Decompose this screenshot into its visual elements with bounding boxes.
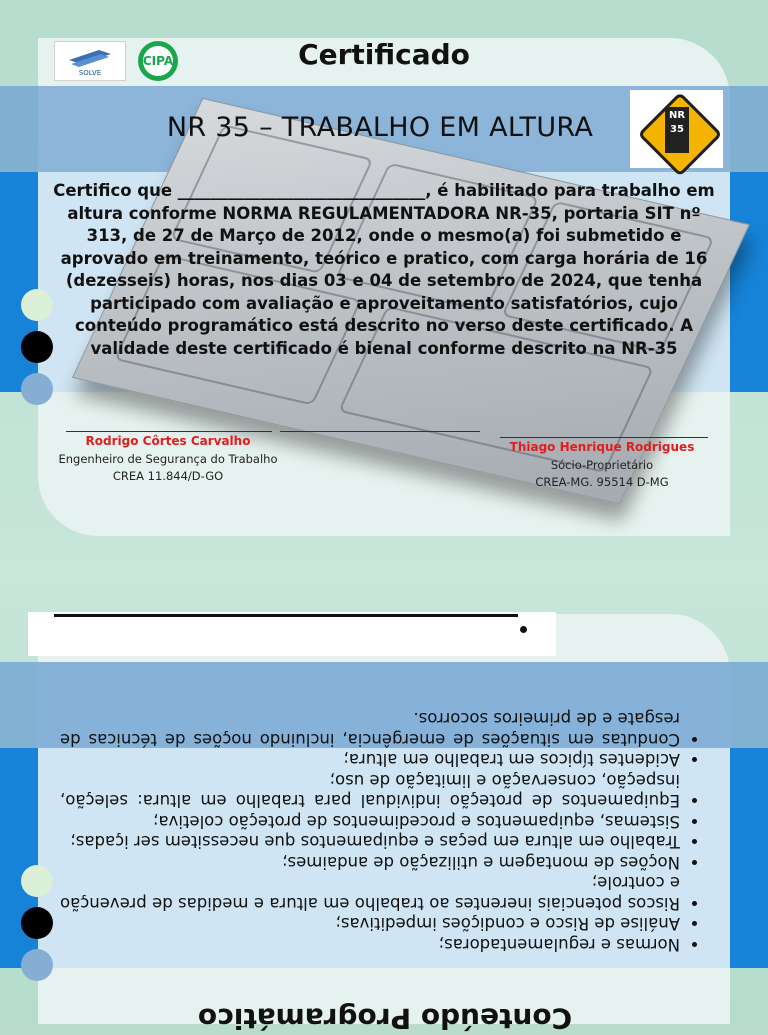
verso-title: Conteúdo Programático [197,1002,573,1035]
decorative-dot-blue [21,949,53,981]
decorative-dot-black [21,907,53,939]
program-item: • Sistemas, equipamentos e procedimentos de proteção coletiva; [60,811,680,832]
program-item: • Normas e regulamentadoras; [60,934,680,955]
signature-line-1 [66,431,272,432]
program-item: • Análise de Risco e condições impeditivas; [60,913,680,934]
program-item: • Trabalho em altura em peças e equipamentos que necessitem ser içadas; [60,831,680,852]
signer-2-name: Thiago Henrique Rodrigues [509,440,695,454]
name-field-strip [28,612,556,656]
page-title: Certificado [298,38,470,71]
signer-1-registry: CREA 11.844/D-GO [112,469,224,483]
certificate-statement: Certifico que ______________________________, é habilitado para trabalho em altura conforme NORMA REGULAMENTADORA NR-35, portaria SIT nº 313, de 27 de Março de 2012, onde o mesmo(a) foi submetido e aprovado em treinamento, teórico e pratico, com carga horária de 16 (dezesseis) horas, nos dias 03 e 04 de setembro de 2024, que tenha participado com avaliação e aproveitamento satisfatórios, cujo conteúdo programático está descrito no verso deste certificado. A validade deste certificado é bienal conforme descrito na NR-35 [53,181,715,358]
decorative-dot-black [21,331,53,363]
certificate-verso [0,576,768,1024]
program-item: • Equipamentos de proteção individual para trabalho em altura: seleção, inspeção, conservação e limitação de uso; [60,770,680,811]
signer-1-name: Rodrigo Côrtes Carvalho [85,434,251,448]
svg-text:SOLVE: SOLVE [78,69,102,77]
decorative-dot-blue [21,373,53,405]
name-underline [54,614,518,617]
program-content-list [60,708,706,954]
nr35-badge-label: NR 35 [665,107,689,153]
course-title: NR 35 – TRABALHO EM ALTURA [166,112,594,143]
program-item: • Condutas em situações de emergência, incluindo noções de técnicas de resgate e de primeiros socorros. [60,708,680,749]
program-item: • Noções de montagem e utilização de andaimes; [60,852,680,873]
signature-line-3 [500,437,708,438]
signer-1-role: Engenheiro de Segurança do Trabalho [58,452,278,466]
decorative-dot-light [21,865,53,897]
decorative-dot-light [21,289,53,321]
bullet-mark [520,626,527,633]
nr35-badge-icon [630,90,723,168]
signature-line-2 [280,431,480,432]
signer-2-registry: CREA-MG. 95514 D-MG [535,475,669,489]
program-item: • Acidentes típicos em trabalho em altura; [60,749,680,770]
program-item: • Riscos potenciais inerentes ao trabalho em altura e medidas de prevenção e controle; [60,872,680,913]
cipa-logo-text: CIPA [142,54,174,68]
signer-2-role: Sócio-Proprietário [550,458,654,472]
